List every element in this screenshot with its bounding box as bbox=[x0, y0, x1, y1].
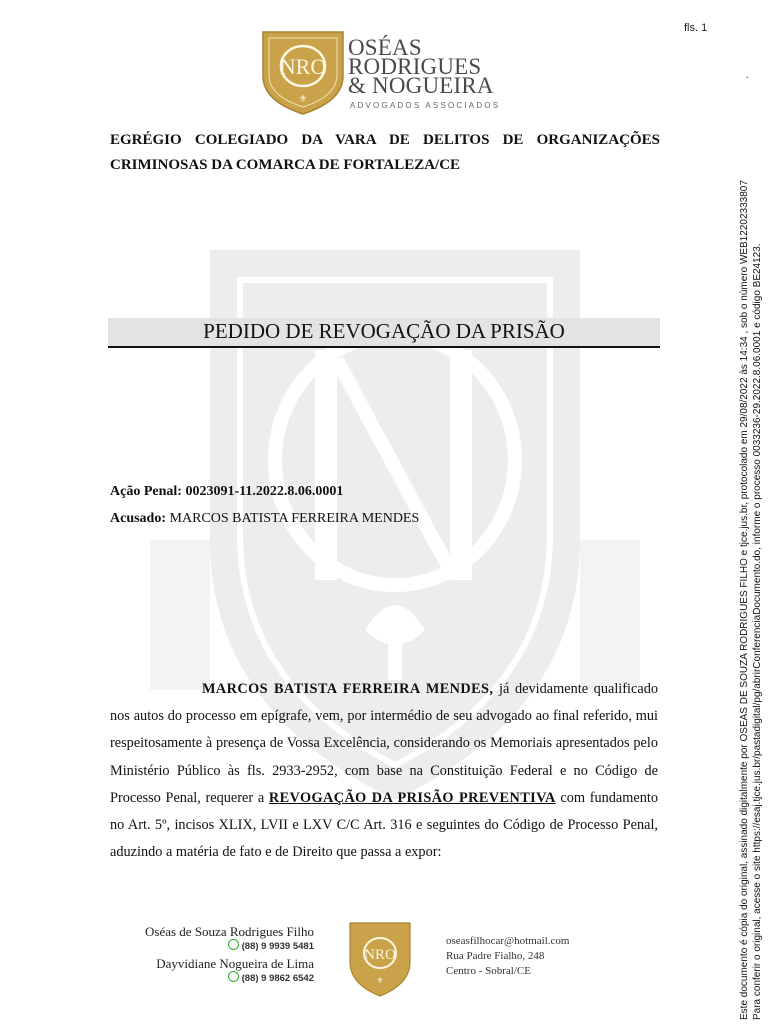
contact-email[interactable]: oseasfilhocar@hotmail.com bbox=[446, 935, 570, 947]
footer-contact bbox=[446, 934, 569, 979]
firm-subtitle: ADVOGADOS ASSOCIADOS bbox=[350, 101, 501, 110]
firm-name-line2: RODRIGUES bbox=[348, 54, 482, 79]
client-name: MARCOS BATISTA FERREIRA MENDES, bbox=[202, 681, 494, 697]
stamp-line2: Para conferir o original, acesse o site https://esaj.tjce.jus.br/pastadigital/pg/abrirConferenciaDocumento.do, informe o processo 0033236-29.2022.8.06.0001 e código BE24123. bbox=[752, 243, 763, 1020]
paragraph-part1: já devidamente qualificado nos autos do processo em epígrafe, vem, por intermédio de seu advogado ao final referido, mui respeitosamente à presença de Vossa Excelência, considerando os Memoriais apresentados pelo Ministério Público às fls. 2933-2952, com base na Constituição Federal e no Código de Processo Penal, requerer a bbox=[110, 681, 658, 806]
paragraph-part2: com fundamento no Art. 5º, incisos XLIX, LVII e LXV C/C Art. 316 e seguintes do Código de Processo Penal, aduzindo a matéria de fato e de Direito que passa a expor: bbox=[110, 789, 658, 861]
case-number-label: Ação Penal: bbox=[110, 484, 182, 499]
lawyer1-name: Oséas de Souza Rodrigues Filho bbox=[145, 924, 314, 939]
petition-paragraph bbox=[110, 676, 658, 866]
svg-text:⚜: ⚜ bbox=[298, 94, 308, 105]
court-addressee: EGRÉGIO COLEGIADO DA VARA DE DELITOS DE ORGANIZAÇÕES CRIMINOSAS DA COMARCA DE FORTALEZA/CE bbox=[110, 132, 660, 173]
stamp-dot: . bbox=[746, 70, 749, 81]
lawyer2-phone: (88) 9 9862 6542 bbox=[100, 971, 314, 986]
firm-name-line3: & NOGUEIRA bbox=[348, 73, 494, 98]
request-emphasis: REVOGAÇÃO DA PRISÃO PREVENTIVA bbox=[268, 789, 556, 806]
lawyer1-phone: (88) 9 9939 5481 bbox=[100, 939, 314, 954]
defendant-value: MARCOS BATISTA FERREIRA MENDES bbox=[169, 511, 420, 526]
footer-logo bbox=[347, 920, 413, 998]
lawyer2-name: Dayvidiane Nogueira de Lima bbox=[156, 956, 314, 971]
document-title: PEDIDO DE REVOGAÇÃO DA PRISÃO bbox=[203, 319, 565, 343]
digital-signature-stamp bbox=[738, 10, 764, 1020]
contact-city: Centro - Sobral/CE bbox=[446, 965, 531, 977]
defendant-label: Acusado: bbox=[110, 511, 167, 526]
page-number: fls. 1 bbox=[684, 22, 708, 34]
contact-street: Rua Padre Fialho, 248 bbox=[446, 950, 545, 962]
whatsapp-icon bbox=[228, 971, 239, 982]
defendant-line bbox=[110, 511, 419, 527]
firm-name-line1: OSÉAS bbox=[348, 35, 422, 60]
logo-crest-icon bbox=[258, 26, 348, 116]
title-box bbox=[108, 318, 660, 348]
footer-logo-monogram: NRO bbox=[364, 947, 396, 963]
whatsapp-icon bbox=[228, 939, 239, 950]
logo-crest-icon bbox=[347, 920, 413, 998]
logo-monogram: NRO bbox=[279, 54, 327, 79]
footer-lawyers bbox=[100, 925, 314, 986]
case-number-line bbox=[110, 484, 343, 500]
stamp-line1: Este documento é cópia do original, assinado digitalmente por OSEAS DE SOUZA RODRIGUES FILHO e tjce.jus.br, protocolado em 29/08/2022 às 14:34 , sob o número WEB12202333807 bbox=[739, 180, 750, 1020]
firm-name bbox=[348, 35, 494, 98]
case-number-value: 0023091-11.2022.8.06.0001 bbox=[185, 484, 344, 499]
svg-text:⚜: ⚜ bbox=[376, 976, 384, 985]
